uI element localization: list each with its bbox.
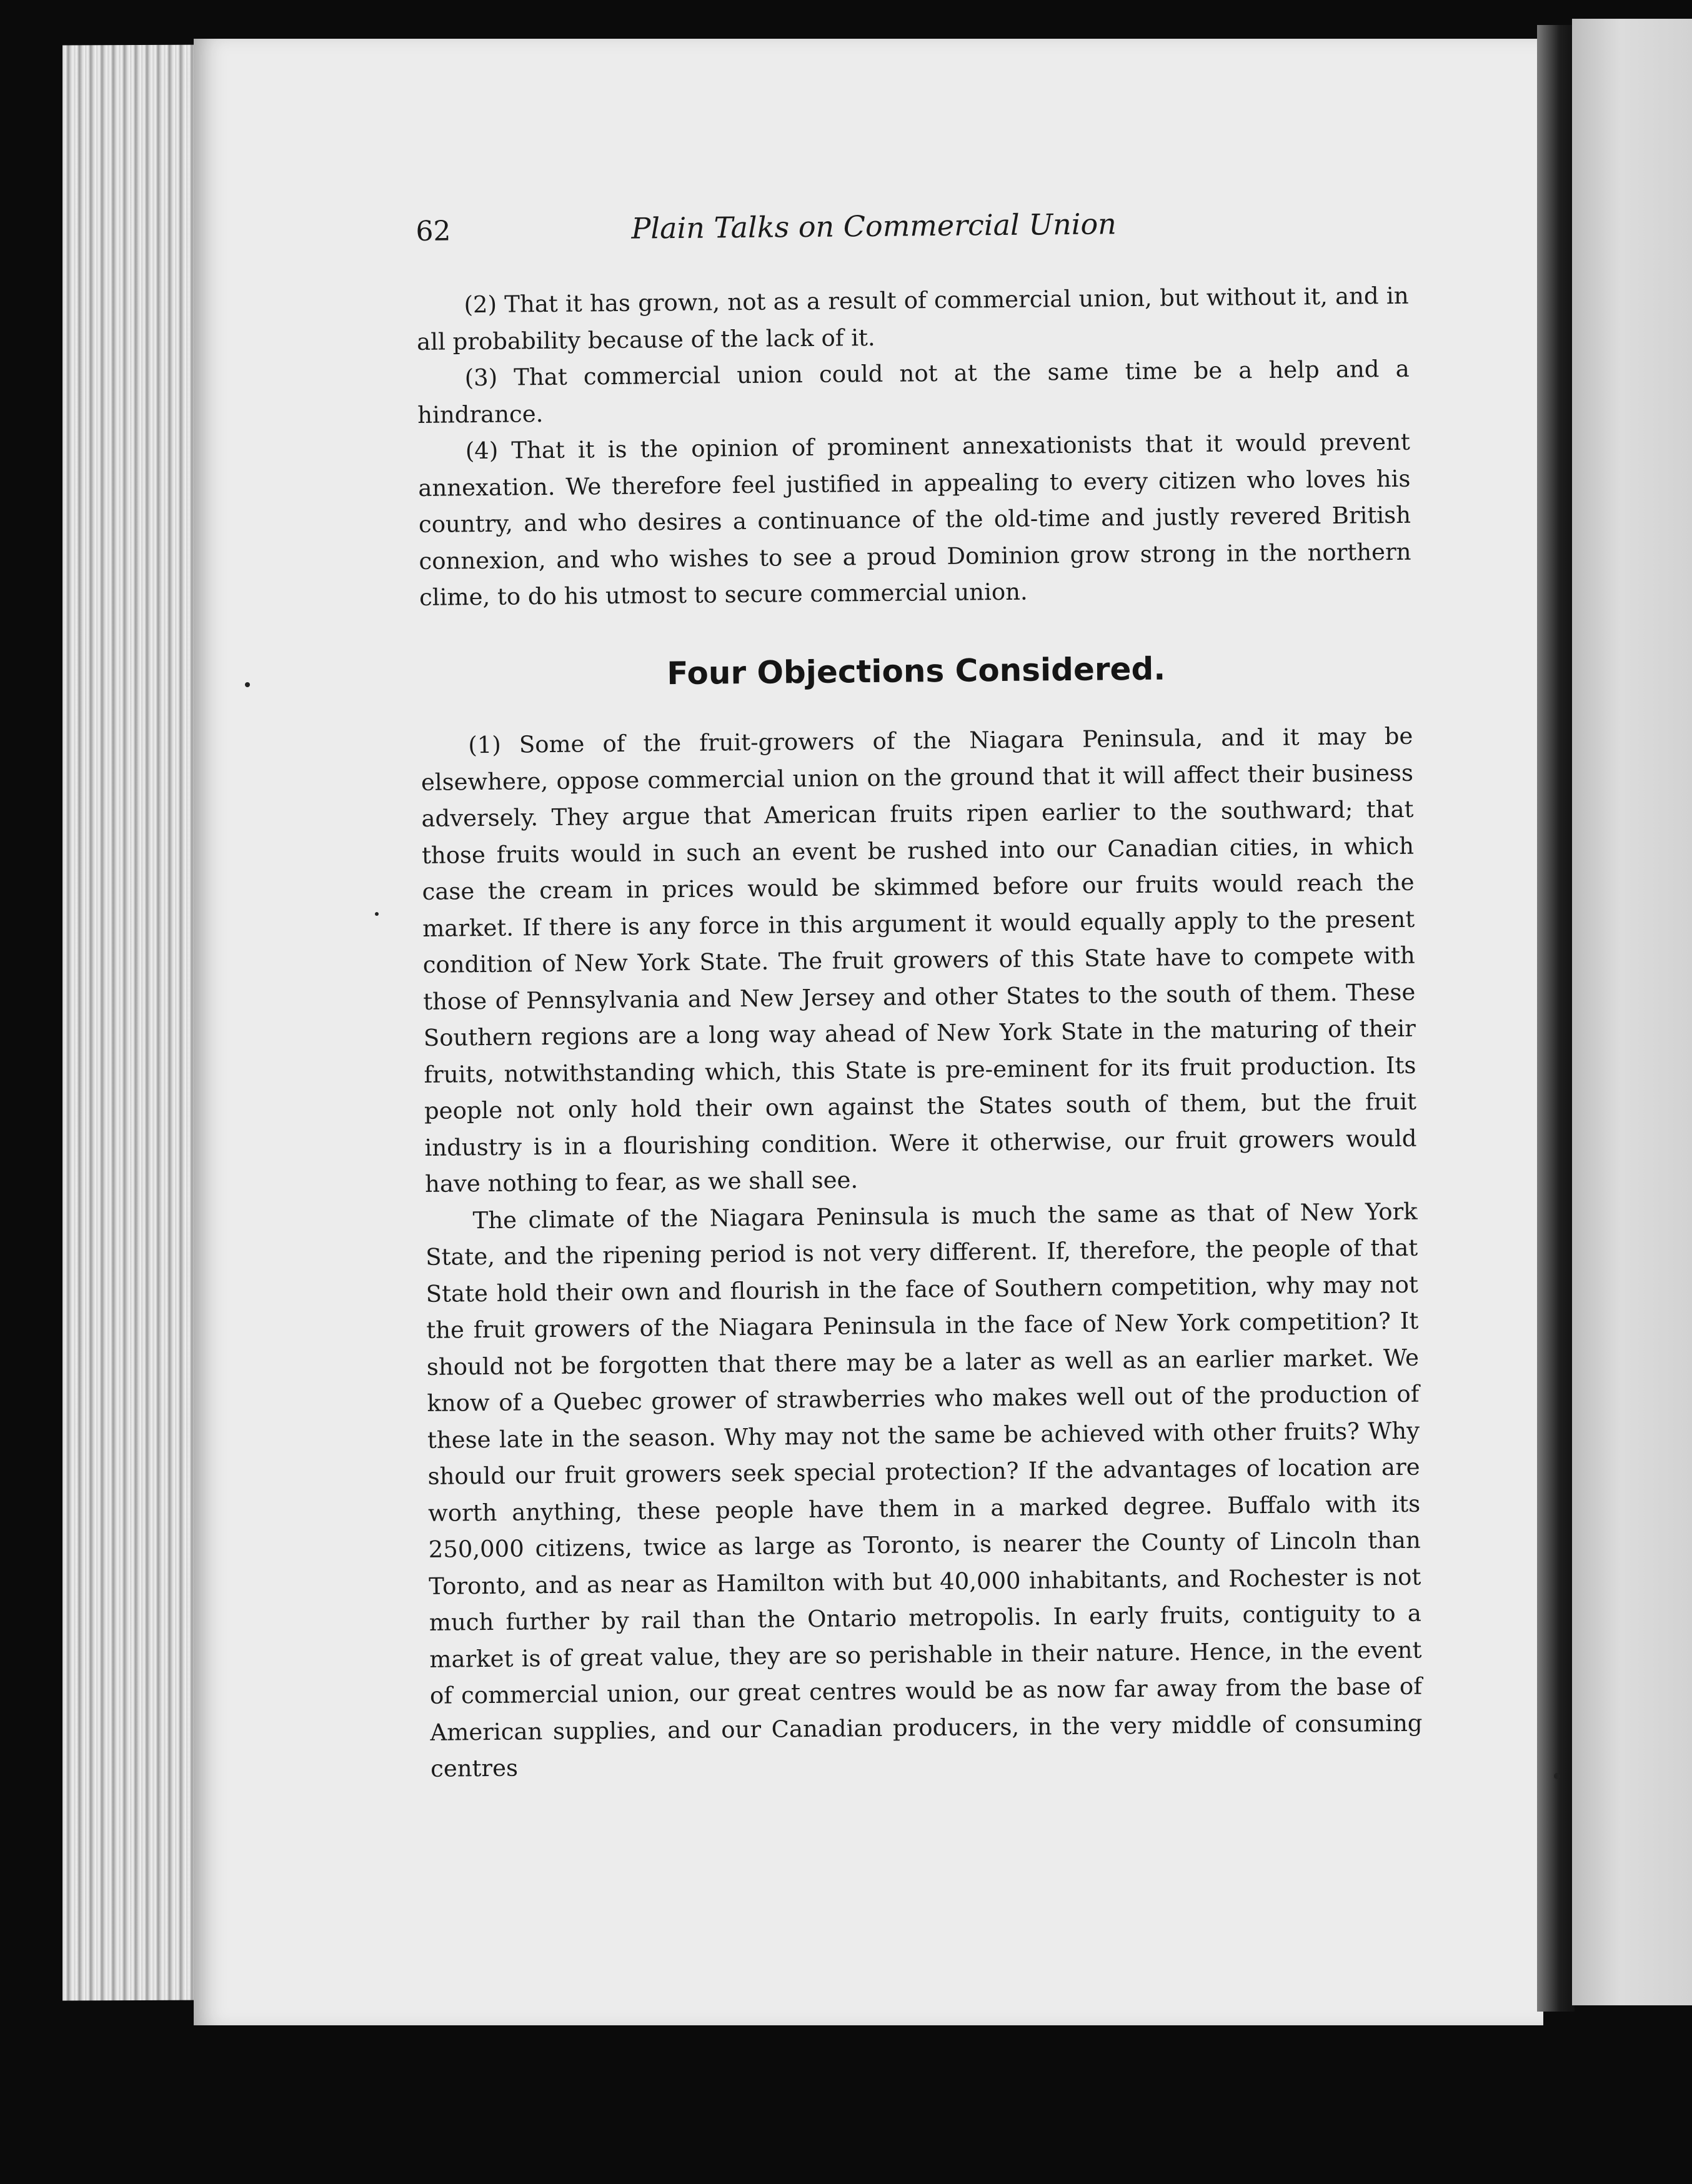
objection-1-paragraph: (1) Some of the fruit-growers of the Niagara Peninsula, and it may be elsewhere, oppose commercial union on the ground that it will affect their business adversely. They argue that American fruits ripen earlier to the southward; that those fruits would in such an event be rushed into our Canadian cities, in which case the cream in prices would be skimmed before our fruits would reach the market. If there is any force in this argument it would equally apply to the present condition of New York State. The fruit growers of this State have to compete with those of Pennsylvania and New Jersey and other States to the south of them. These Southern regions are a long way ahead of New York State in the maturing of their fruits, notwithstanding which, this State is pre-eminent for its fruit production. Its people not only hold their own against the States south of them, but the fruit industry is in a flourishing condition. Were it otherwise, our fruit growers would have nothing to fear, as we shall see. <box>421 722 1417 1198</box>
dust-speck <box>1554 1773 1560 1779</box>
climate-paragraph: The climate of the Niagara Peninsula is much the same as that of New York State, and the ripening period is not very different. If, therefore, the people of that State hold their own and flourish in the face of Southern competition, why may not the fruit growers of the Niagara Peninsula in the face of New York competition? It should not be forgotten that there may be a later as well as an earlier market. We know of a Quebec grower of strawberries who makes well out of the production of these late in the season. Why may not the same be achieved with other fruits? Why should our fruit growers seek special protection? If the advantages of location are worth anything, these people have them in a marked degree. Buffalo with its 250,000 citizens, twice as large as Toronto, is nearer the County of Lincoln than Toronto, and as near as Hamilton with but 40,000 inhabitants, and Rochester is not much further by rail than the Ontario metropolis. In early fruits, contiguity to a market is of great value, they are so perishable in their nature. Hence, in the event of commercial union, our great centres would be as now far away from the base of American supplies, and our Canadian producers, in the very middle of consuming centres <box>425 1198 1423 1782</box>
running-head <box>416 191 1408 250</box>
page-number: 62 <box>416 215 451 247</box>
point-2: (2) That it has grown, not as a result of commercial union, but without it, and in all probability because of the lack of it. <box>416 282 1409 355</box>
dust-speck <box>375 912 379 916</box>
page-text <box>416 191 1423 1788</box>
point-4: (4) That it is the opinion of prominent annexationists that it would prevent annexation. We therefore feel justified in appealing to every citizen who loves his country, and who desires a continuance of the old-time and justly revered British connexion, and who wishes to see a proud Dominion grow strong in the northern clime, to do his utmost to secure commercial union. <box>418 428 1411 611</box>
dust-speck <box>245 682 250 687</box>
section-heading: Four Objections Considered. <box>667 650 1166 692</box>
book-gutter <box>1537 25 1575 2012</box>
point-3: (3) That commercial union could not at the same time be a help and a hindrance. <box>417 355 1410 429</box>
facing-page-edge <box>1572 19 1692 2005</box>
running-title: Plain Talks on Commercial Union <box>631 207 1117 246</box>
